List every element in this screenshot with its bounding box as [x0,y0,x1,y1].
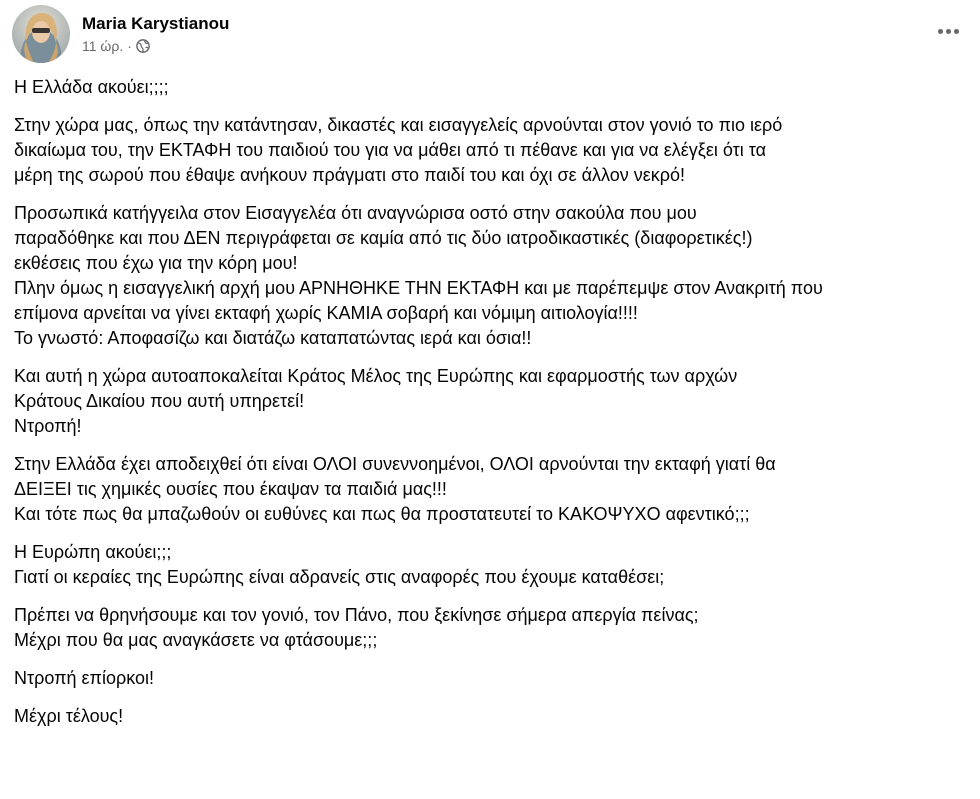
post-text-line: Ντροπή επίορκοι! [14,668,155,688]
post-paragraph [14,704,974,729]
post-paragraph [14,666,974,691]
globe-icon[interactable] [136,39,150,53]
post-paragraph [14,201,974,351]
post-text-line: Πρέπει να θρηνήσουμε και τον γονιό, τον Πάνο, που ξεκίνησε σήμερα απεργία πείνας; [14,605,699,625]
post-paragraph [14,603,974,653]
more-options-button[interactable] [932,18,964,44]
post-paragraph [14,540,974,590]
meta-separator: · [127,38,132,54]
post-paragraph [14,75,974,100]
post-paragraph [14,452,974,527]
post-text-line: επίμονα αρνείται να γίνει εκταφή χωρίς ΚΑΜΙΑ σοβαρή και νόμιμη αιτιολογία!!!! [14,303,638,323]
post-text-line: Και τότε πως θα μπαζωθούν οι ευθύνες και πως θα προστατευτεί το ΚΑΚΟΨΥΧΟ αφεντικό;;; [14,504,750,524]
post-text-line: Στην Ελλάδα έχει αποδειχθεί ότι είναι ΟΛΟΙ συνεννοημένοι, ΟΛΟΙ αρνούνται την εκταφή γιατί θα [14,454,776,474]
post-text-line: Στην χώρα μας, όπως την κατάντησαν, δικαστές και εισαγγελείς αρνούνται στον γονιό το πιο ιερό [14,115,783,135]
post-text-line: παραδόθηκε και που ΔΕΝ περιγράφεται σε καμία από τις δύο ιατροδικαστικές (διαφορετικές!) [14,228,753,248]
post-paragraph [14,364,974,439]
post-text-line: Ντροπή! [14,416,82,436]
post-text-line: μέρη της σωρού που έθαψε ανήκουν πράγματι στο παιδί του και όχι σε άλλον νεκρό! [14,165,686,185]
post-time[interactable]: 11 ώρ. [82,38,124,54]
more-options-icon [954,29,959,34]
post-text-line: Πλην όμως η εισαγγελική αρχή μου ΑΡΝΗΘΗΚΕ ΤΗΝ ΕΚΤΑΦΗ και με παρέπεμψε στον Ανακριτή που [14,278,823,298]
author-name[interactable]: Maria Karystianou [82,14,230,33]
avatar-image [12,5,70,63]
post-text-line: εκθέσεις που έχω για την κόρη μου! [14,253,298,273]
more-options-icon [946,29,951,34]
post-text-line: Το γνωστό: Αποφασίζω και διατάζω καταπατώντας ιερά και όσια!! [14,328,532,348]
post-text-line: Η Ελλάδα ακούει;;;; [14,77,169,97]
post-text-line: Μέχρι τέλους! [14,706,124,726]
more-options-icon [938,29,943,34]
avatar[interactable] [12,5,70,63]
post-text-line: ΔΕΙΞΕΙ τις χημικές ουσίες που έκαψαν τα παιδιά μας!!! [14,479,447,499]
post-paragraph [14,113,974,188]
post-text [14,75,974,742]
post-text-line: Κράτους Δικαίου που αυτή υπηρετεί! [14,391,305,411]
post-text-line: Και αυτή η χώρα αυτοαποκαλείται Κράτος Μέλος της Ευρώπης και εφαρμοστής των αρχών [14,366,738,386]
post-meta [82,37,229,55]
post-text-line: Γιατί οι κεραίες της Ευρώπης είναι αδρανείς στις αναφορές που έχουμε καταθέσει; [14,567,665,587]
author-block [82,13,229,55]
post-text-line: Μέχρι που θα μας αναγκάσετε να φτάσουμε;;; [14,630,378,650]
post-header [12,4,229,64]
post-text-line: Η Ευρώπη ακούει;;; [14,542,172,562]
post-text-line: δικαίωμα του, την ΕΚΤΑΦΗ του παιδιού του για να μάθει από τι πέθανε και για να ελέγξει ότι τα [14,140,766,160]
post-text-line: Προσωπικά κατήγγειλα στον Εισαγγελέα ότι αναγνώρισα οστό στην σακούλα που μου [14,203,697,223]
